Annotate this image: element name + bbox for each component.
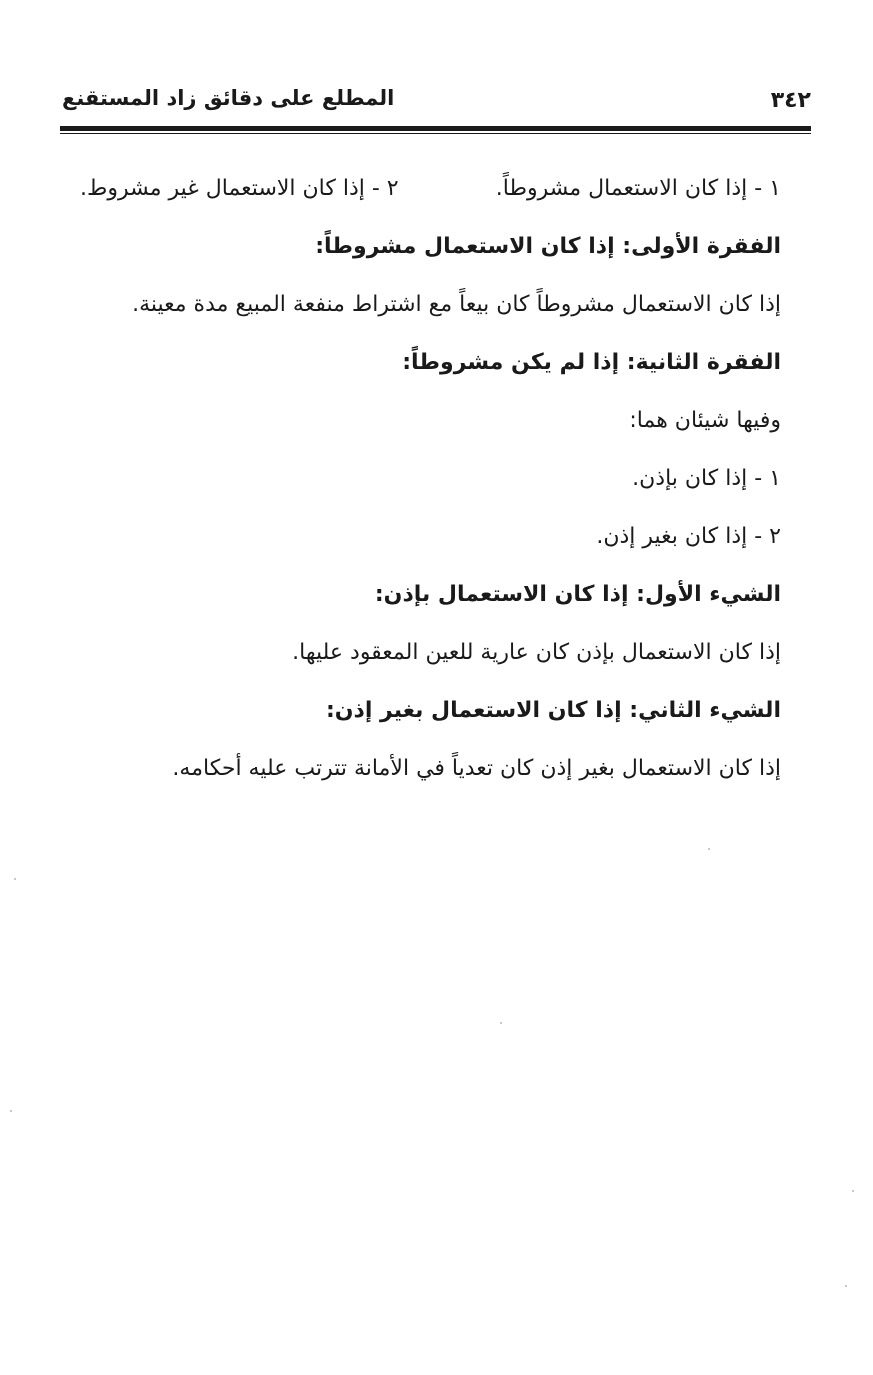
page-body xyxy=(80,160,781,798)
para2-intro: وفيها شيئان هما: xyxy=(629,408,781,433)
scan-speck xyxy=(852,1190,854,1192)
thing1-heading: الشيء الأول: إذا كان الاستعمال بإذن: xyxy=(374,582,781,607)
option-second: ٢ - إذا كان الاستعمال غير مشروط. xyxy=(80,176,399,201)
scan-speck xyxy=(708,848,710,850)
scan-speck xyxy=(10,1110,12,1112)
header-rule-thick xyxy=(60,126,811,131)
para1-text: إذا كان الاستعمال مشروطاً كان بيعاً مع اشتراط منفعة المبيع مدة معينة. xyxy=(132,292,781,317)
para2-item-2: ٢ - إذا كان بغير إذن. xyxy=(596,524,781,549)
para2-item-1: ١ - إذا كان بإذن. xyxy=(632,466,781,491)
scan-speck xyxy=(500,1022,502,1024)
option-first: ١ - إذا كان الاستعمال مشروطاً. xyxy=(495,176,781,201)
header-rule-thin xyxy=(60,133,811,134)
thing1-text: إذا كان الاستعمال بإذن كان عارية للعين المعقود عليها. xyxy=(292,640,781,665)
scan-speck xyxy=(845,1285,847,1287)
para2-heading: الفقرة الثانية: إذا لم يكن مشروطاً: xyxy=(402,350,781,375)
thing2-text: إذا كان الاستعمال بغير إذن كان تعدياً في الأمانة تترتب عليه أحكامه. xyxy=(172,756,781,781)
scan-speck xyxy=(14,878,16,880)
options-line xyxy=(80,160,781,218)
page-number: ٣٤٢ xyxy=(770,88,811,113)
running-title: المطلع على دقائق زاد المستقنع xyxy=(62,86,395,110)
page-header xyxy=(62,82,811,122)
thing2-heading: الشيء الثاني: إذا كان الاستعمال بغير إذن: xyxy=(325,698,781,723)
para1-heading: الفقرة الأولى: إذا كان الاستعمال مشروطاً: xyxy=(315,234,781,259)
